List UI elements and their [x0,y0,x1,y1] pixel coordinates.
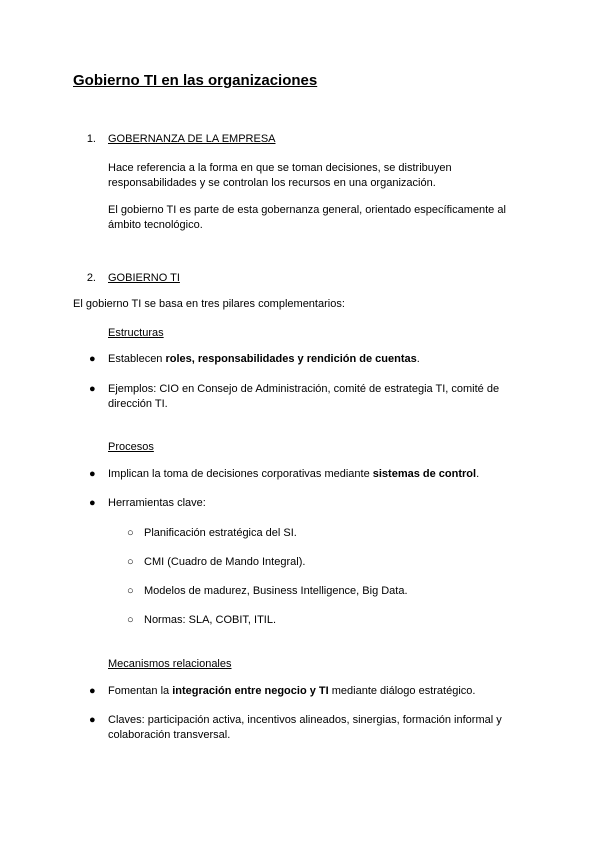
list-item: Claves: participación activa, incentivos alineados, sinergias, formación informal y [108,714,502,726]
section-heading: GOBIERNO TI [108,272,180,284]
paragraph-line: Hace referencia a la forma en que se toman decisiones, se distribuyen [108,162,452,174]
list-item: Establecen roles, responsabilidades y rendición de cuentas. [108,353,420,365]
sub-list-item: Modelos de madurez, Business Intelligence, Big Data. [144,585,408,597]
sub-list-item: CMI (Cuadro de Mando Integral). [144,556,306,568]
sub-list-item: Normas: SLA, COBIT, ITIL. [144,614,277,626]
section-number: 1. [86,133,96,145]
sub-list-item: Planificación estratégica del SI. [144,527,297,539]
sub-bullet-icon: ○ [127,527,134,539]
bullet-icon: ● [89,714,96,726]
list-item: Herramientas clave: [108,497,206,509]
list-item: Fomentan la integración entre negocio y TI mediante diálogo estratégico. [108,685,476,697]
bullet-icon: ● [89,468,96,480]
list-item-continuation: dirección TI. [108,398,168,410]
section-number: 2. [86,272,96,284]
list-item: Implican la toma de decisiones corporativas mediante sistemas de control. [108,468,480,480]
intro-text: El gobierno TI se basa en tres pilares complementarios: [73,298,345,310]
section-heading: GOBERNANZA DE LA EMPRESA [108,133,276,145]
paragraph-line: ámbito tecnológico. [108,219,203,231]
sub-bullet-icon: ○ [127,614,134,626]
page-title: Gobierno TI en las organizaciones [73,72,318,89]
sub-bullet-icon: ○ [127,585,134,597]
subsection-heading: Procesos [108,441,154,453]
bullet-icon: ● [89,685,96,697]
bullet-icon: ● [89,497,96,509]
paragraph-line: El gobierno TI es parte de esta gobernanza general, orientado específicamente al [108,204,506,216]
paragraph-line: responsabilidades y se controlan los recursos en una organización. [108,177,436,189]
bullet-icon: ● [89,383,96,395]
subsection-heading: Estructuras [108,327,164,339]
subsection-heading: Mecanismos relacionales [108,658,232,670]
list-item: Ejemplos: CIO en Consejo de Administración, comité de estrategia TI, comité de [108,383,500,395]
bullet-icon: ● [89,353,96,365]
list-item-continuation: colaboración transversal. [108,729,231,741]
sub-bullet-icon: ○ [127,556,134,568]
